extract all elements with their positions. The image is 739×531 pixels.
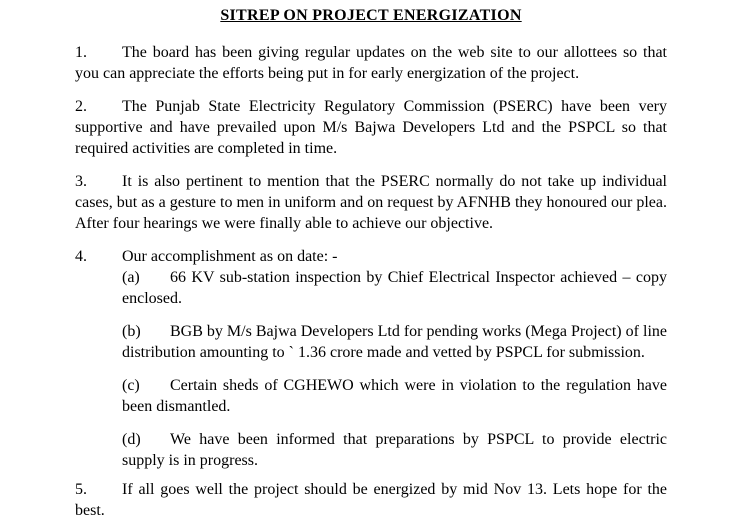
- paragraph-3-text: It is also pertinent to mention that the PSERC normally do not take up individual cases, but as a gesture to men in uniform and on request by AFNHB they honoured our plea. After four hearings we were finally able to achieve our objective.: [75, 173, 667, 232]
- subitem-b: [122, 321, 667, 363]
- paragraph-4-number: 4.: [75, 248, 87, 265]
- paragraph-3-number: 3.: [75, 173, 87, 190]
- subitem-a: [122, 267, 667, 309]
- paragraph-5-text: If all goes well the project should be energized by mid Nov 13. Lets hope for the best.: [75, 481, 667, 519]
- paragraph-2-text: The Punjab State Electricity Regulatory Commission (PSERC) have been very supportive and have prevailed upon M/s Bajwa Developers Ltd and the PSPCL so that required activities are completed in time.: [75, 98, 667, 157]
- paragraph-1-text: The board has been giving regular updates on the web site to our allottees so that you can appreciate the efforts being put in for early energization of the project.: [75, 44, 667, 82]
- subitem-b-text: BGB by M/s Bajwa Developers Ltd for pending works (Mega Project) of line distribution amounting to ` 1.36 crore made and vetted by PSPCL for submission.: [122, 323, 667, 361]
- subitem-a-label: (a): [122, 269, 140, 286]
- paragraph-5: [75, 479, 667, 521]
- paragraph-2: [75, 96, 667, 159]
- paragraph-3: [75, 171, 667, 234]
- subitem-c: [122, 375, 667, 417]
- subitem-d: [122, 429, 667, 471]
- subitem-d-text: We have been informed that preparations by PSPCL to provide electric supply is in progress.: [122, 431, 667, 469]
- paragraph-4-text: Our accomplishment as on date: -: [122, 248, 338, 265]
- subitem-c-text: Certain sheds of CGHEWO which were in violation to the regulation have been dismantled.: [122, 377, 667, 415]
- document-title: SITREP ON PROJECT ENERGIZATION: [220, 7, 522, 24]
- subitem-c-label: (c): [122, 377, 140, 394]
- paragraph-4: [75, 246, 667, 267]
- paragraph-5-number: 5.: [75, 481, 87, 498]
- subitem-b-label: (b): [122, 323, 141, 340]
- paragraph-2-number: 2.: [75, 98, 87, 115]
- paragraph-4-subitems: [122, 267, 667, 471]
- subitem-d-label: (d): [122, 431, 141, 448]
- paragraph-1: [75, 42, 667, 84]
- paragraph-1-number: 1.: [75, 44, 87, 61]
- subitem-a-text: 66 KV sub-station inspection by Chief Electrical Inspector achieved – copy enclosed.: [122, 269, 667, 307]
